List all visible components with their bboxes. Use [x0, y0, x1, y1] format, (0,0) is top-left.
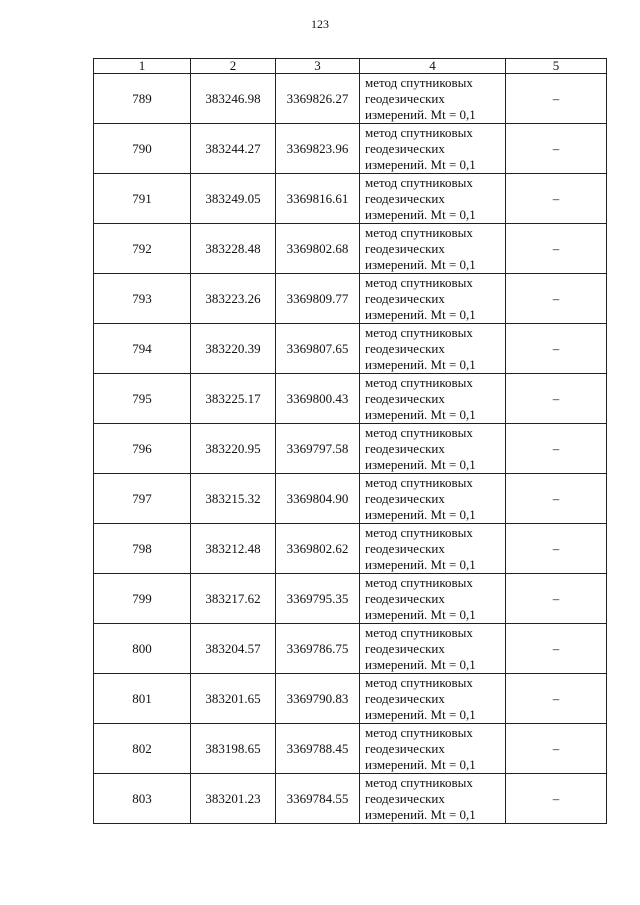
method-line: измерений. Mt = 0,1	[365, 556, 476, 572]
point-number-cell: 789	[94, 74, 191, 124]
table-row	[94, 174, 607, 224]
method-cell	[360, 274, 506, 324]
x-coordinate-cell: 383217.62	[191, 574, 276, 624]
table-header-row	[94, 59, 607, 74]
y-coordinate-cell: 3369788.45	[276, 724, 360, 774]
x-coordinate-cell: 383201.65	[191, 674, 276, 724]
x-coordinate-cell: 383198.65	[191, 724, 276, 774]
y-coordinate-cell: 3369784.55	[276, 774, 360, 824]
table-row	[94, 774, 607, 824]
note-cell: –	[506, 324, 607, 374]
method-cell	[360, 574, 506, 624]
y-coordinate-cell: 3369795.35	[276, 574, 360, 624]
method-line: геодезических	[365, 440, 445, 456]
method-line: метод спутниковых	[365, 74, 473, 90]
y-coordinate-cell: 3369800.43	[276, 374, 360, 424]
x-coordinate-cell: 383204.57	[191, 624, 276, 674]
note-cell: –	[506, 474, 607, 524]
method-line: метод спутниковых	[365, 774, 473, 790]
method-line: метод спутниковых	[365, 374, 473, 390]
x-coordinate-cell: 383228.48	[191, 224, 276, 274]
header-col-2: 2	[191, 59, 276, 74]
header-col-4: 4	[360, 59, 506, 74]
method-line: измерений. Mt = 0,1	[365, 656, 476, 672]
table-body	[94, 74, 607, 824]
table-row	[94, 74, 607, 124]
method-line: измерений. Mt = 0,1	[365, 406, 476, 422]
method-cell	[360, 324, 506, 374]
x-coordinate-cell: 383244.27	[191, 124, 276, 174]
method-line: геодезических	[365, 340, 445, 356]
method-line: измерений. Mt = 0,1	[365, 606, 476, 622]
method-line: измерений. Mt = 0,1	[365, 806, 476, 822]
point-number-cell: 794	[94, 324, 191, 374]
x-coordinate-cell: 383201.23	[191, 774, 276, 824]
note-cell: –	[506, 174, 607, 224]
method-line: метод спутниковых	[365, 574, 473, 590]
point-number-cell: 791	[94, 174, 191, 224]
method-line: геодезических	[365, 590, 445, 606]
method-cell	[360, 124, 506, 174]
method-line: геодезических	[365, 490, 445, 506]
note-cell: –	[506, 674, 607, 724]
header-col-5: 5	[506, 59, 607, 74]
method-cell	[360, 774, 506, 824]
x-coordinate-cell: 383220.95	[191, 424, 276, 474]
method-line: измерений. Mt = 0,1	[365, 506, 476, 522]
method-line: метод спутниковых	[365, 624, 473, 640]
method-line: геодезических	[365, 690, 445, 706]
point-number-cell: 802	[94, 724, 191, 774]
y-coordinate-cell: 3369807.65	[276, 324, 360, 374]
y-coordinate-cell: 3369804.90	[276, 474, 360, 524]
note-cell: –	[506, 724, 607, 774]
note-cell: –	[506, 374, 607, 424]
method-line: геодезических	[365, 140, 445, 156]
coordinates-table	[93, 58, 607, 824]
y-coordinate-cell: 3369816.61	[276, 174, 360, 224]
note-cell: –	[506, 224, 607, 274]
note-cell: –	[506, 624, 607, 674]
x-coordinate-cell: 383223.26	[191, 274, 276, 324]
note-cell: –	[506, 574, 607, 624]
y-coordinate-cell: 3369809.77	[276, 274, 360, 324]
page-number: 123	[311, 17, 329, 31]
method-line: измерений. Mt = 0,1	[365, 206, 476, 222]
method-cell	[360, 374, 506, 424]
method-line: измерений. Mt = 0,1	[365, 756, 476, 772]
x-coordinate-cell: 383220.39	[191, 324, 276, 374]
method-line: метод спутниковых	[365, 224, 473, 240]
y-coordinate-cell: 3369790.83	[276, 674, 360, 724]
method-cell	[360, 424, 506, 474]
method-line: метод спутниковых	[365, 424, 473, 440]
x-coordinate-cell: 383246.98	[191, 74, 276, 124]
method-line: измерений. Mt = 0,1	[365, 356, 476, 372]
method-line: метод спутниковых	[365, 474, 473, 490]
y-coordinate-cell: 3369823.96	[276, 124, 360, 174]
method-line: метод спутниковых	[365, 524, 473, 540]
x-coordinate-cell: 383249.05	[191, 174, 276, 224]
method-line: измерений. Mt = 0,1	[365, 306, 476, 322]
x-coordinate-cell: 383215.32	[191, 474, 276, 524]
table-row	[94, 524, 607, 574]
method-line: геодезических	[365, 90, 445, 106]
y-coordinate-cell: 3369826.27	[276, 74, 360, 124]
method-cell	[360, 174, 506, 224]
note-cell: –	[506, 124, 607, 174]
method-line: геодезических	[365, 190, 445, 206]
note-cell: –	[506, 524, 607, 574]
note-cell: –	[506, 74, 607, 124]
method-cell	[360, 674, 506, 724]
y-coordinate-cell: 3369786.75	[276, 624, 360, 674]
method-line: геодезических	[365, 790, 445, 806]
point-number-cell: 798	[94, 524, 191, 574]
note-cell: –	[506, 274, 607, 324]
method-line: метод спутниковых	[365, 124, 473, 140]
method-line: геодезических	[365, 240, 445, 256]
table-row	[94, 424, 607, 474]
method-cell	[360, 74, 506, 124]
method-cell	[360, 624, 506, 674]
point-number-cell: 803	[94, 774, 191, 824]
point-number-cell: 801	[94, 674, 191, 724]
table-row	[94, 724, 607, 774]
y-coordinate-cell: 3369802.62	[276, 524, 360, 574]
note-cell: –	[506, 774, 607, 824]
table-row	[94, 324, 607, 374]
method-cell	[360, 474, 506, 524]
point-number-cell: 797	[94, 474, 191, 524]
method-cell	[360, 724, 506, 774]
method-line: геодезических	[365, 290, 445, 306]
table-row	[94, 574, 607, 624]
method-line: измерений. Mt = 0,1	[365, 256, 476, 272]
method-line: метод спутниковых	[365, 274, 473, 290]
method-line: метод спутниковых	[365, 174, 473, 190]
method-line: измерений. Mt = 0,1	[365, 156, 476, 172]
method-line: метод спутниковых	[365, 674, 473, 690]
method-cell	[360, 224, 506, 274]
x-coordinate-cell: 383212.48	[191, 524, 276, 574]
point-number-cell: 799	[94, 574, 191, 624]
point-number-cell: 795	[94, 374, 191, 424]
table-row	[94, 124, 607, 174]
table-row	[94, 374, 607, 424]
y-coordinate-cell: 3369802.68	[276, 224, 360, 274]
table-row	[94, 474, 607, 524]
method-line: метод спутниковых	[365, 724, 473, 740]
method-line: геодезических	[365, 640, 445, 656]
table-row	[94, 224, 607, 274]
method-line: измерений. Mt = 0,1	[365, 106, 476, 122]
table-row	[94, 674, 607, 724]
method-line: геодезических	[365, 740, 445, 756]
method-line: геодезических	[365, 540, 445, 556]
method-line: метод спутниковых	[365, 324, 473, 340]
method-line: геодезических	[365, 390, 445, 406]
header-col-1: 1	[94, 59, 191, 74]
table-row	[94, 274, 607, 324]
point-number-cell: 790	[94, 124, 191, 174]
header-col-3: 3	[276, 59, 360, 74]
point-number-cell: 792	[94, 224, 191, 274]
method-line: измерений. Mt = 0,1	[365, 706, 476, 722]
method-line: измерений. Mt = 0,1	[365, 456, 476, 472]
x-coordinate-cell: 383225.17	[191, 374, 276, 424]
point-number-cell: 796	[94, 424, 191, 474]
note-cell: –	[506, 424, 607, 474]
y-coordinate-cell: 3369797.58	[276, 424, 360, 474]
point-number-cell: 800	[94, 624, 191, 674]
method-cell	[360, 524, 506, 574]
point-number-cell: 793	[94, 274, 191, 324]
table-row	[94, 624, 607, 674]
